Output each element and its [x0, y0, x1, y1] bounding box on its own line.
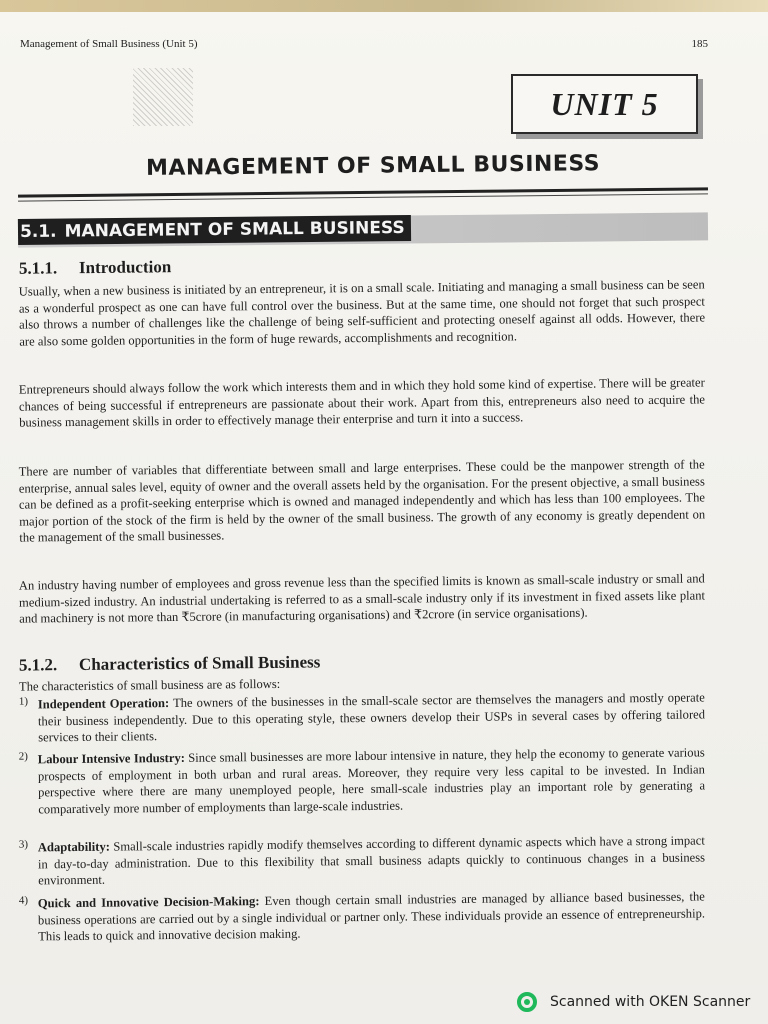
scan-smudge — [133, 68, 193, 126]
unit-label: UNIT 5 — [550, 85, 659, 122]
paragraph: There are number of variables that differentiate between small and large enterprises. These could be the manpower strength of the enterprise, annual sales level, equity of owner and the overall assets held by the organisation. For the present objective, a small business can be defined as a profit-seeking enterprise which is owned and managed independently and which has less than 100 employees. The major portion of the stock of the firm is held by the owner of the small business. The growth of any economy is greatly dependent on the management of the small businesses. — [18, 457, 706, 545]
subsection-number: 5.1.1. — [18, 258, 58, 278]
subsection-heading-intro — [19, 257, 171, 279]
paragraph: Entrepreneurs should always follow the work which interests them and in which they hold some kind of expertise. There will be greater chances of being successful if entrepreneurs are passionate about their work. Apart from this, entrepreneurs also need to acquire the business management skills in order to effectively manage their enterprise and turn it into a success. — [18, 375, 706, 430]
paragraph: An industry having number of employees and gross revenue less than the specified limits is known as small-scale industry or small and medium-sized industry. An industrial undertaking is referred to as a small-scale industry only if its investment in fixed assets like plant and machinery is not more than ₹5crore (in manufacturing organisations) and ₹2crore (in service organisations). — [18, 571, 706, 626]
item-text: Even though certain small industries are managed by alliance based businesses, the business operations are carried out by a single individual or partner only. These individuals provide an essence of entrepreneurship. This leads to quick and innovative decision making. — [37, 889, 706, 944]
list-marker: 3) — [18, 838, 29, 851]
list-marker: 2) — [18, 750, 28, 763]
subsection-title: Introduction — [78, 257, 172, 278]
paragraph: Usually, when a new business is initiated by an entrepreneur, it is on a small scale. Initiating and managing a small business can be seen as a wonderful prospect as one can have full control over the business. But at the same time, one should not forget that such prospect also throws a number of challenges like the challenge of being self-sufficient and protecting oneself against all odds. However, there are also some golden opportunities in the form of huge rewards, accomplishments and recognition. — [18, 277, 706, 349]
page-number: 185 — [691, 38, 708, 50]
item-text: The owners of the businesses in the small-scale sector are themselves the managers and mostly operate their business independently. Due to this operating style, these owners develop their USPs in several cases by offering tailored services to their clients. — [37, 690, 706, 745]
item-term: Labour Intensive Industry: — [37, 750, 185, 767]
list-item — [19, 744, 706, 818]
subsection-number: 5.1.2. — [18, 655, 58, 675]
scanner-text: Scanned with OKEN Scanner — [550, 994, 751, 1010]
item-text: Small-scale industries rapidly modify themselves according to different dynamic aspects which have a strong impact in day-to-day administration. Due to this flexibility that small business adapts quickly to continuous changes in a business environment. — [37, 833, 706, 888]
unit-label-box — [511, 74, 698, 134]
section-title: MANAGEMENT OF SMALL BUSINESS — [64, 218, 405, 242]
page-top-edge — [0, 0, 768, 12]
list-item — [19, 832, 705, 889]
item-term: Quick and Innovative Decision-Making: — [37, 894, 260, 911]
subsection-title: Characteristics of Small Business — [78, 652, 321, 674]
unit-title: MANAGEMENT OF SMALL BUSINESS — [145, 151, 601, 181]
subsection-heading-characteristics — [19, 652, 320, 675]
running-head: Management of Small Business (Unit 5) — [20, 38, 198, 50]
list-lead: The characteristics of small business are as follows: — [18, 676, 281, 694]
list-item — [19, 888, 705, 945]
section-number: 5.1. — [19, 221, 57, 243]
item-text: Since small businesses are more labour intensive in nature, they help the economy to generate various prospects of employment in both urban and rural areas. Moreover, they require very less capital to be invested. In Indian perspective where there are many unemployed people, here small-scale industries play an important role by generating a comparatively more number of employments than large-scale industries. — [37, 745, 706, 817]
scanner-watermark — [516, 991, 750, 1013]
list-marker: 4) — [18, 894, 29, 907]
item-term: Adaptability: — [37, 839, 110, 855]
oken-scanner-logo-icon — [516, 991, 538, 1013]
item-term: Independent Operation: — [37, 696, 170, 712]
list-item — [19, 689, 705, 746]
list-marker: 1) — [18, 695, 29, 708]
section-heading — [18, 215, 411, 245]
